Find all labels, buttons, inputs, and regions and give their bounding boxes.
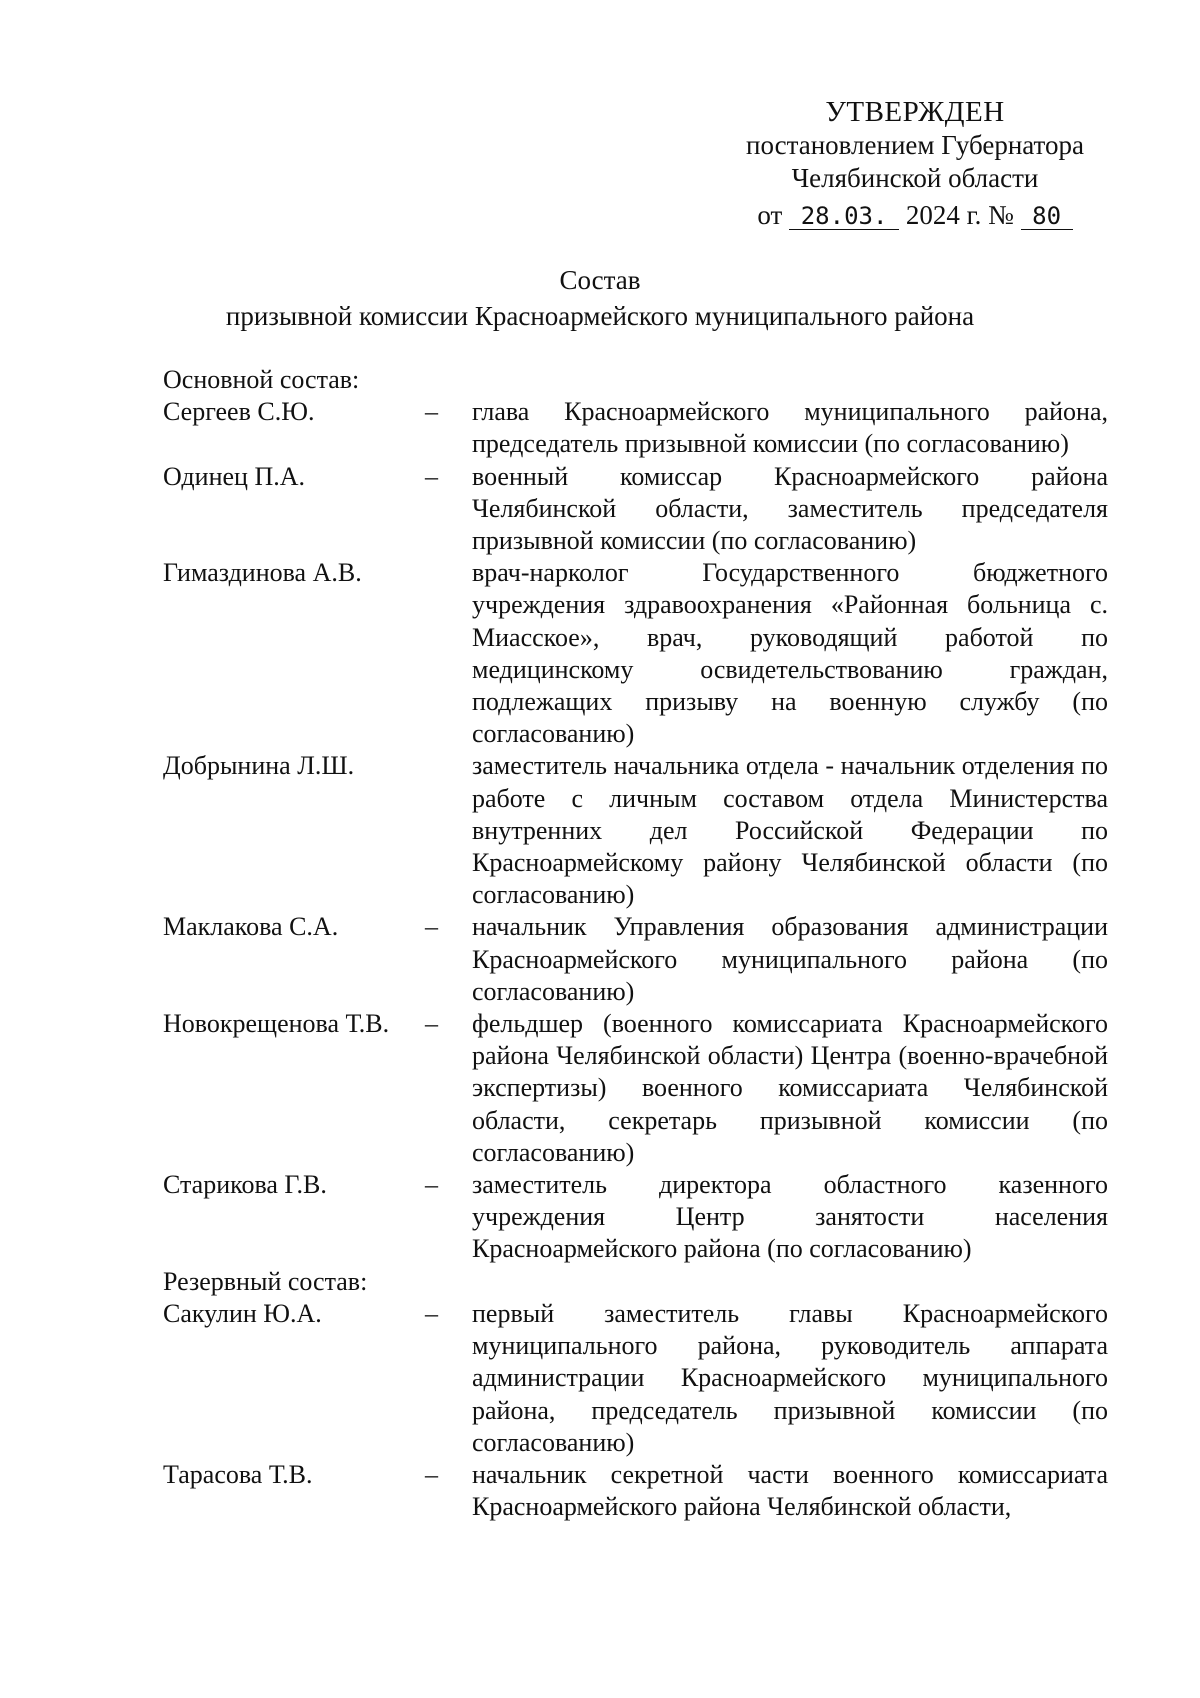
member-name: Новокрещенова Т.В. [163, 1009, 390, 1039]
member-name: Добрынина Л.Ш. [163, 751, 355, 781]
member-name: Маклакова С.А. [163, 912, 339, 942]
title-line-1: Состав [559, 265, 641, 295]
approval-block [700, 96, 1130, 232]
member-desc: врач-нарколог Государственного бюджетного учреждения здравоохранения «Районная больница с. Миасское», врач, руководящий работой по медицинскому освидетельствованию граждан, подлежащих призыву на военную службу (по согласованию) [472, 558, 1108, 749]
member-desc: начальник Управления образования администрации Красноармейского муниципального района (по согласованию) [472, 912, 1108, 1006]
document-title [0, 262, 1200, 334]
main-section-heading: Основной состав: [163, 365, 360, 394]
approval-line-1: постановлением Губернатора [746, 130, 1084, 160]
reserve-section-heading: Резервный состав: [163, 1266, 368, 1296]
member-row [163, 750, 1113, 911]
member-dash: – [425, 1009, 438, 1039]
member-name: Старикова Г.В. [163, 1170, 327, 1200]
member-desc: глава Красноармейского муниципального района, председатель призывной комиссии (по согласованию) [472, 397, 1108, 459]
date-prefix: от [757, 200, 783, 230]
member-name: Одинец П.А. [163, 461, 305, 491]
member-row [163, 1459, 1113, 1523]
member-name: Гимаздинова А.В. [163, 558, 362, 588]
member-desc: фельдшер (военного комиссариата Красноармейского района Челябинской области) Центра (военно-врачебной экспертизы) военного комиссариата Челябинской области, секретарь призывной комиссии (по согласованию) [472, 1009, 1108, 1167]
member-name: Сакулин Ю.А. [163, 1298, 322, 1328]
member-desc: военный комиссар Красноармейского района Челябинской области, заместитель председателя призывной комиссии (по согласованию) [472, 461, 1108, 556]
reserve-members-list [163, 1298, 1113, 1523]
commission-members [163, 364, 1113, 1523]
member-dash: – [425, 1298, 438, 1328]
member-row [163, 1298, 1113, 1459]
member-desc: заместитель начальника отдела - начальник отделения по работе с личным составом отдела Министерства внутренних дел Российской Федерации по Красноармейскому району Челябинской области (по согласованию) [472, 751, 1108, 910]
year-label: 2024 г. № [905, 200, 1014, 230]
member-desc: заместитель директора областного казенного учреждения Центр занятости населения Красноармейского района (по согласованию) [472, 1170, 1108, 1264]
main-members-list [163, 396, 1113, 1265]
approval-date-line [700, 199, 1130, 232]
member-dash: – [425, 397, 438, 427]
title-line-2: призывной комиссии Красноармейского муниципального района [225, 301, 975, 331]
member-row [163, 557, 1113, 750]
approval-stamp: УТВЕРЖДЕН [825, 96, 1005, 128]
member-row [163, 396, 1113, 460]
member-dash: – [425, 912, 438, 942]
member-dash: – [425, 1170, 438, 1200]
member-desc: начальник секретной части военного комиссариата Красноармейского района Челябинской области, [472, 1459, 1108, 1522]
member-name: Тарасова Т.В. [163, 1459, 313, 1489]
decree-number: 80 [1021, 203, 1073, 230]
member-row [163, 1008, 1113, 1169]
member-dash: – [425, 1459, 438, 1489]
approval-line-2: Челябинской области [791, 163, 1039, 193]
member-desc: первый заместитель главы Красноармейского муниципального района, руководитель аппарата администрации Красноармейского муниципального района, председатель призывной комиссии (по согласованию) [472, 1298, 1108, 1457]
member-name: Сергеев С.Ю. [163, 397, 315, 427]
member-row [163, 1169, 1113, 1266]
member-dash: – [425, 461, 438, 491]
date-value: 28.03. [789, 203, 899, 230]
member-row [163, 461, 1113, 558]
member-row [163, 911, 1113, 1008]
